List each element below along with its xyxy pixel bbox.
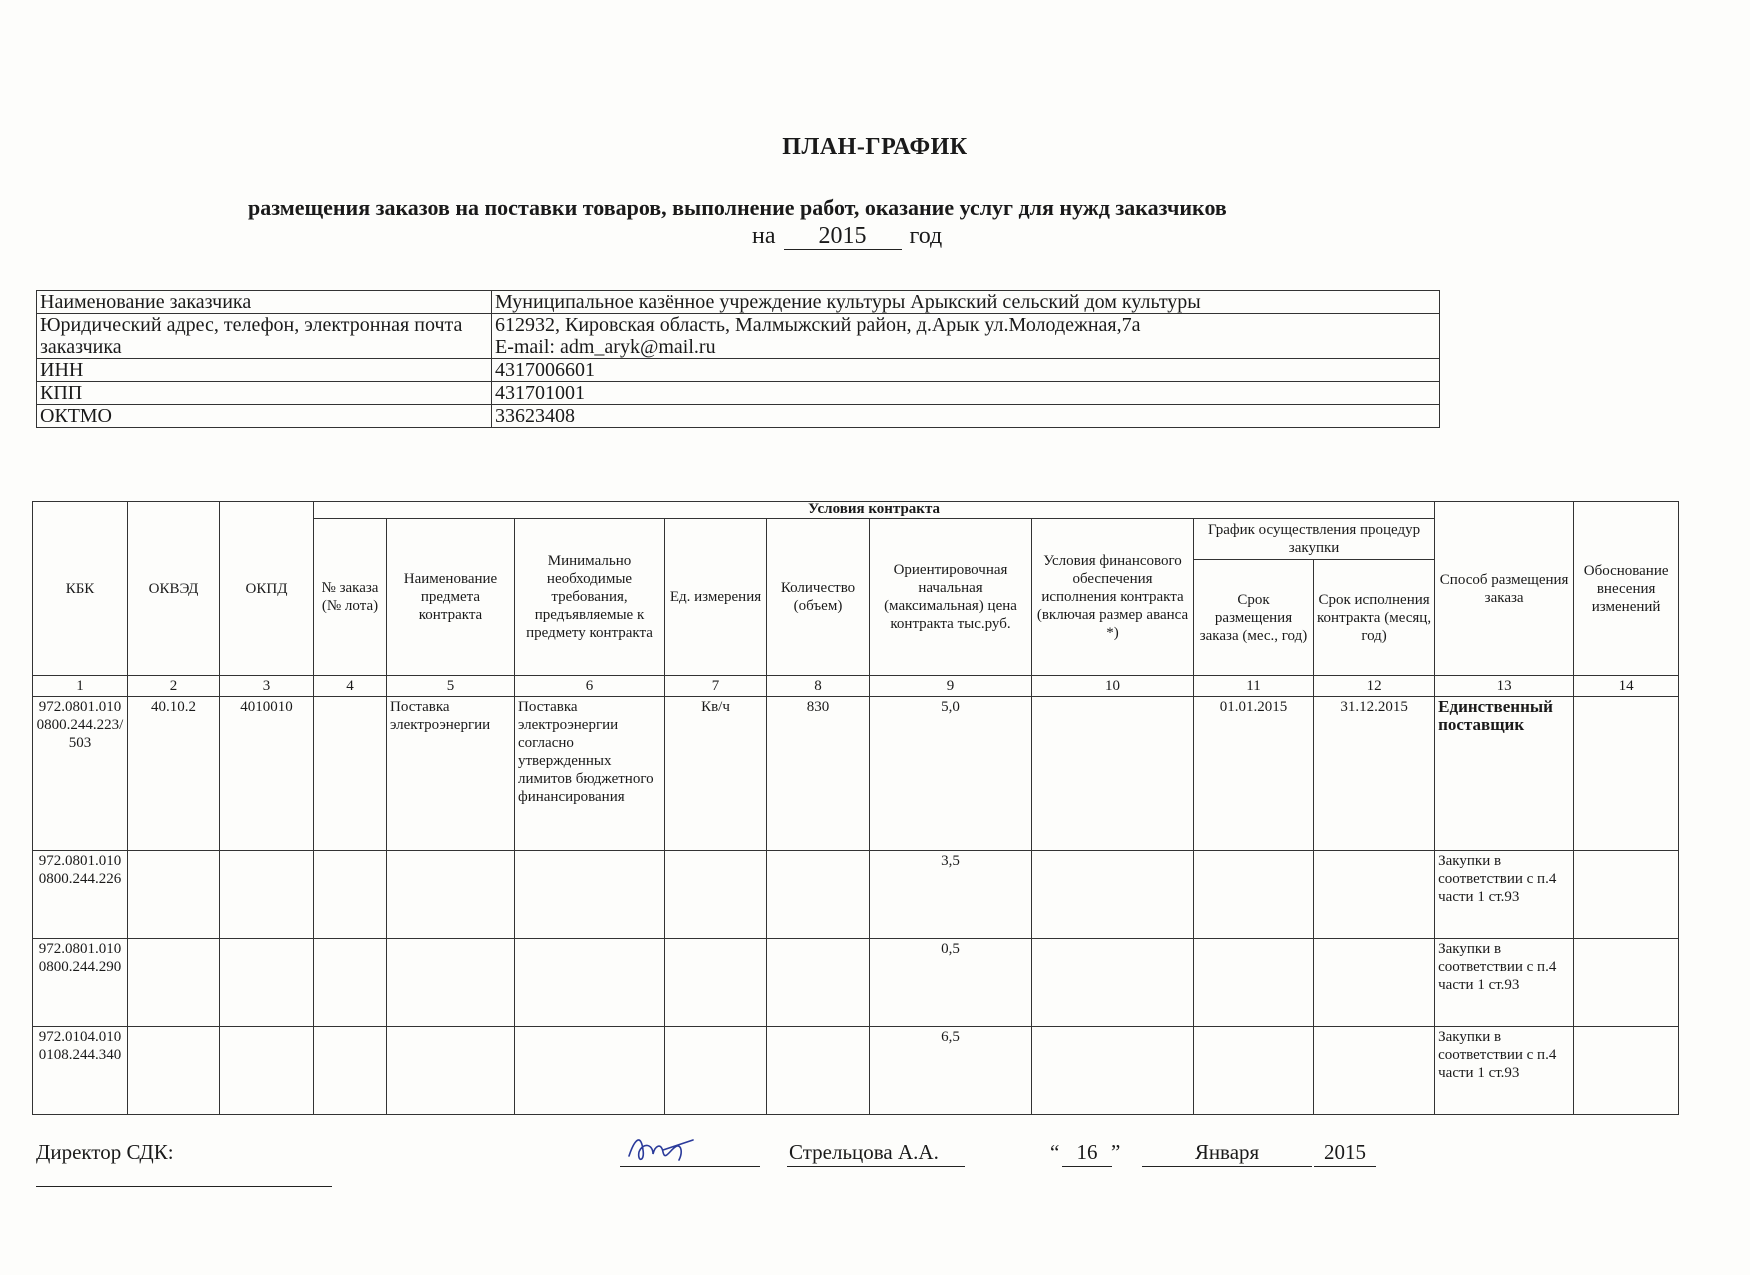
cell-method: Закупки в соответствии с п.4 части 1 ст.93	[1435, 851, 1574, 939]
cell-unit	[665, 939, 767, 1027]
plan-year: 2015	[784, 223, 902, 250]
column-number: 6	[515, 676, 665, 697]
header-price: Ориентировочная начальная (максимальная) цена контракта тыс.руб.	[870, 519, 1032, 676]
cell-order-no	[314, 851, 387, 939]
cell-price: 3,5	[870, 851, 1032, 939]
info-row-inn	[37, 359, 1440, 382]
column-number: 12	[1314, 676, 1435, 697]
column-number: 5	[387, 676, 515, 697]
cell-price: 5,0	[870, 697, 1032, 851]
cell-execution-date: 31.12.2015	[1314, 697, 1435, 851]
cell-quantity	[767, 1027, 870, 1115]
cell-kbk: 972.0801.0100800.244.226	[33, 851, 128, 939]
procurement-table	[32, 501, 1679, 1115]
header-justification: Обоснование внесения изменений	[1574, 502, 1679, 676]
cell-requirements	[515, 851, 665, 939]
header-quantity: Количество (объем)	[767, 519, 870, 676]
date-month: Января	[1194, 1140, 1260, 1164]
info-value: Муниципальное казённое учреждение культуры Арыкский сельский дом культуры	[492, 291, 1440, 314]
date-quote-open: “	[1050, 1140, 1060, 1164]
cell-quantity	[767, 851, 870, 939]
cell-order-no	[314, 697, 387, 851]
cell-requirements: Поставка электроэнергии согласно утвержденных лимитов бюджетного финансирования	[515, 697, 665, 851]
cell-placement-date	[1194, 851, 1314, 939]
cell-justification	[1574, 1027, 1679, 1115]
column-number: 2	[128, 676, 220, 697]
year-suffix: год	[909, 223, 943, 249]
position-underline	[36, 1186, 332, 1187]
cell-method: Закупки в соответствии с п.4 части 1 ст.93	[1435, 1027, 1574, 1115]
cell-subject: Поставка электроэнергии	[387, 697, 515, 851]
info-row-oktmo	[37, 405, 1440, 428]
cell-okpd: 4010010	[220, 697, 314, 851]
address-text: 612932, Кировская область, Малмыжский район, д.Арык ул.Молодежная,7а	[495, 314, 1141, 336]
info-row-kpp	[37, 382, 1440, 405]
column-number: 1	[33, 676, 128, 697]
signature-line	[620, 1166, 760, 1167]
info-label: Наименование заказчика	[37, 291, 492, 314]
column-number: 3	[220, 676, 314, 697]
cell-placement-date	[1194, 1027, 1314, 1115]
director-name: Стрельцова А.А.	[789, 1140, 939, 1164]
column-number: 10	[1032, 676, 1194, 697]
year-prefix: на	[752, 223, 776, 249]
director-position: Директор СДК:	[36, 1140, 174, 1164]
column-number: 9	[870, 676, 1032, 697]
cell-execution-date	[1314, 851, 1435, 939]
date-year: 2015	[1324, 1140, 1366, 1164]
header-security: Условия финансового обеспечения исполнения контракта (включая размер аванса *)	[1032, 519, 1194, 676]
table-row	[33, 1027, 1679, 1115]
cell-security	[1032, 939, 1194, 1027]
cell-justification	[1574, 697, 1679, 851]
table-row	[33, 939, 1679, 1027]
cell-unit: Кв/ч	[665, 697, 767, 851]
cell-quantity	[767, 939, 870, 1027]
plan-year-line	[752, 223, 942, 250]
header-row-1	[33, 502, 1679, 519]
header-method: Способ размещения заказа	[1435, 502, 1574, 676]
info-value: 4317006601	[492, 359, 1440, 382]
header-schedule: График осуществления процедур закупки	[1194, 519, 1435, 560]
column-number: 8	[767, 676, 870, 697]
cell-price: 6,5	[870, 1027, 1032, 1115]
header-requirements: Минимально необходимые требования, предъявляемые к предмету контракта	[515, 519, 665, 676]
column-number: 7	[665, 676, 767, 697]
cell-kbk: 972.0801.0100800.244.223/503	[33, 697, 128, 851]
header-kbk: КБК	[33, 502, 128, 676]
cell-okved	[128, 1027, 220, 1115]
cell-okved: 40.10.2	[128, 697, 220, 851]
header-subject: Наименование предмета контракта	[387, 519, 515, 676]
cell-subject	[387, 939, 515, 1027]
cell-okpd	[220, 851, 314, 939]
customer-info-table	[36, 290, 1440, 428]
year-underline	[1314, 1166, 1376, 1167]
cell-requirements	[515, 1027, 665, 1115]
header-okpd: ОКПД	[220, 502, 314, 676]
table-row	[33, 697, 1679, 851]
info-label: Юридический адрес, телефон, электронная почта заказчика	[37, 314, 492, 359]
cell-security	[1032, 851, 1194, 939]
cell-order-no	[314, 1027, 387, 1115]
cell-okpd	[220, 939, 314, 1027]
column-number-row	[33, 676, 1679, 697]
name-underline	[787, 1166, 965, 1167]
info-value	[492, 314, 1440, 359]
cell-execution-date	[1314, 1027, 1435, 1115]
info-label: КПП	[37, 382, 492, 405]
info-label: ОКТМО	[37, 405, 492, 428]
cell-unit	[665, 1027, 767, 1115]
cell-method: Закупки в соответствии с п.4 части 1 ст.93	[1435, 939, 1574, 1027]
cell-security	[1032, 697, 1194, 851]
cell-unit	[665, 851, 767, 939]
column-number: 14	[1574, 676, 1679, 697]
cell-quantity: 830	[767, 697, 870, 851]
header-contract-conditions: Условия контракта	[314, 502, 1435, 519]
cell-order-no	[314, 939, 387, 1027]
info-row-name	[37, 291, 1440, 314]
cell-security	[1032, 1027, 1194, 1115]
column-number: 4	[314, 676, 387, 697]
cell-okved	[128, 851, 220, 939]
cell-kbk: 972.0801.0100800.244.290	[33, 939, 128, 1027]
cell-subject	[387, 1027, 515, 1115]
header-execution-date: Срок исполнения контракта (месяц, год)	[1314, 560, 1435, 676]
cell-placement-date: 01.01.2015	[1194, 697, 1314, 851]
info-value: 431701001	[492, 382, 1440, 405]
header-okved: ОКВЭД	[128, 502, 220, 676]
document-title: ПЛАН-ГРАФИК	[782, 134, 968, 160]
cell-subject	[387, 851, 515, 939]
cell-okved	[128, 939, 220, 1027]
table-row	[33, 851, 1679, 939]
header-placement-date: Срок размещения заказа (мес., год)	[1194, 560, 1314, 676]
day-underline	[1062, 1166, 1112, 1167]
cell-justification	[1574, 851, 1679, 939]
cell-price: 0,5	[870, 939, 1032, 1027]
date-day: 16	[1076, 1140, 1098, 1164]
info-label: ИНН	[37, 359, 492, 382]
email-text: E-mail: adm_aryk@mail.ru	[495, 336, 716, 358]
cell-requirements	[515, 939, 665, 1027]
cell-placement-date	[1194, 939, 1314, 1027]
document-subtitle: размещения заказов на поставки товаров, выполнение работ, оказание услуг для нужд заказчиков	[248, 195, 1227, 220]
info-value: 33623408	[492, 405, 1440, 428]
cell-okpd	[220, 1027, 314, 1115]
column-number: 11	[1194, 676, 1314, 697]
cell-method: Единственный поставщик	[1435, 697, 1574, 851]
date-quote-close: ”	[1111, 1140, 1121, 1164]
cell-kbk: 972.0104.0100108.244.340	[33, 1027, 128, 1115]
month-underline	[1142, 1166, 1312, 1167]
cell-justification	[1574, 939, 1679, 1027]
info-row-address	[37, 314, 1440, 359]
header-order-no: № заказа (№ лота)	[314, 519, 387, 676]
cell-execution-date	[1314, 939, 1435, 1027]
header-unit: Ед. измерения	[665, 519, 767, 676]
column-number: 13	[1435, 676, 1574, 697]
